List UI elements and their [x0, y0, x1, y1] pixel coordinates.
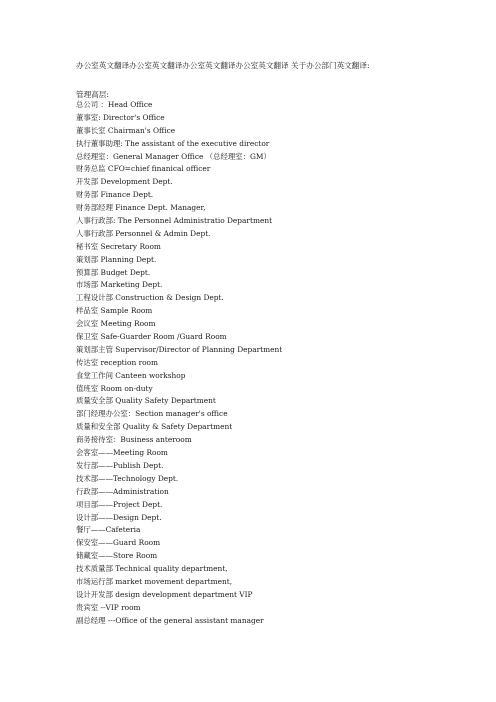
translation-entry: 食堂工作间 Canteen workshop	[76, 370, 186, 380]
translation-entry: 储藏室——Store Room	[76, 551, 158, 561]
translation-entry: 技术质量部 Technical quality department,	[76, 564, 228, 574]
translation-entry: 策划部 Planning Dept.	[76, 254, 157, 264]
translation-entry: 人事行政部: The Personnel Administratio Department	[76, 216, 273, 226]
translation-entry: 总公司 ：Head Office	[76, 100, 153, 109]
translation-entry: 项目部——Project Dept.	[76, 499, 163, 509]
translation-entry: 行政部——Administration	[76, 486, 169, 496]
translation-entry: 设计部——Design Dept.	[76, 512, 162, 522]
translation-entry: 值班室 Room on-duty	[76, 383, 153, 393]
translation-list	[76, 99, 476, 628]
section-heading: 管理高层:	[76, 90, 109, 99]
translation-entry: 技术部——Technology Dept.	[76, 473, 179, 483]
translation-entry: 保卫室 Safe-Guarder Room /Guard Room	[76, 332, 227, 342]
translation-entry: 餐厅——Cafeteria	[76, 525, 141, 535]
translation-entry: 设计开发部 design development department VIP	[76, 589, 253, 599]
translation-entry: 市场运行部 market movement department,	[76, 576, 233, 586]
translation-entry: 会议室 Meeting Room	[76, 319, 156, 329]
translation-entry: 保安室——Guard Room	[76, 538, 161, 548]
translation-entry: 市场部 Marketing Dept.	[76, 280, 163, 290]
translation-entry: 财务部 Finance Dept.	[76, 190, 154, 200]
translation-entry: 质量和安全部 Quality & Safety Department	[76, 422, 233, 432]
translation-entry: 财务总监 CFO=chief finanical officer	[76, 164, 211, 174]
translation-entry: 工程设计部 Construction & Design Dept.	[76, 293, 224, 303]
translation-entry: 总经理室：General Manager Office （总经理室：GM）	[76, 151, 271, 161]
translation-entry: 贵宾室 --VIP room	[76, 602, 141, 612]
translation-entry: 董事长室 Chairman's Office	[76, 125, 176, 135]
translation-entry: 商务接待室：Business anteroom	[76, 435, 192, 445]
translation-entry: 质量安全部 Quality Safety Department	[76, 396, 216, 406]
translation-entry: 人事行政部 Personnel & Admin Dept.	[76, 228, 211, 238]
document-title: 办公室英文翻译办公室英文翻译办公室英文翻译办公室英文翻译 关于办公部门英文翻译:	[76, 61, 370, 70]
translation-entry: 执行董事助理: The assistant of the executive director	[76, 138, 270, 148]
translation-entry: 董事室: Director's Office	[76, 112, 165, 122]
translation-entry: 会客室——Meeting Room	[76, 448, 168, 458]
translation-entry: 策划部主管 Supervisor/Director of Planning Department	[76, 344, 283, 354]
translation-entry: 副总经理 ---Office of the general assistant manager	[76, 615, 264, 625]
translation-entry: 财务部经理 Finance Dept. Manager,	[76, 203, 206, 213]
translation-entry: 开发部 Development Dept.	[76, 177, 173, 187]
translation-entry: 部门经理办公室：Section manager's office	[76, 409, 228, 419]
translation-entry: 样品室 Sample Room	[76, 306, 153, 316]
translation-entry: 发行部——Publish Dept.	[76, 460, 164, 470]
translation-entry: 传达室 reception room	[76, 357, 159, 367]
translation-entry: 预算部 Budget Dept.	[76, 267, 151, 277]
translation-entry: 秘书室 Secretary Room	[76, 241, 161, 251]
